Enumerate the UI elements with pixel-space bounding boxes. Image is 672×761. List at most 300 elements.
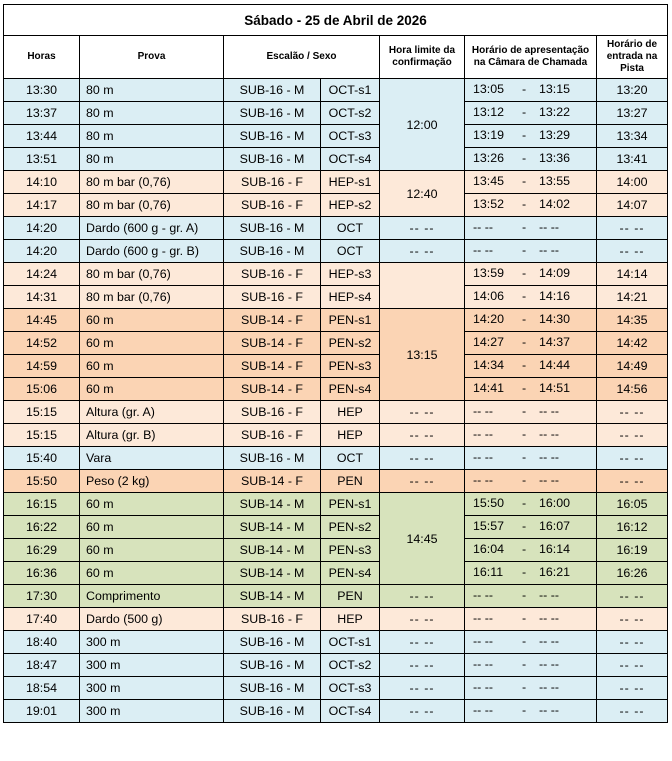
apresentacao-end: -- -- (539, 634, 559, 648)
table-row (4, 79, 668, 102)
time-separator: - (522, 128, 527, 142)
apresentacao-start: -- -- (473, 680, 493, 694)
apresentacao-start: -- -- (473, 588, 493, 602)
apresentacao-start: 13:59 (473, 266, 505, 280)
apresentacao-end: 13:36 (539, 151, 571, 165)
hora-limite-cell: 12:00 (380, 79, 465, 171)
hora-cell: 16:36 (4, 562, 80, 585)
grupo-cell: HEP-s1 (321, 171, 380, 194)
escalao-cell: SUB-14 - M (224, 562, 321, 585)
escalao-cell: SUB-16 - M (224, 125, 321, 148)
escalao-cell: SUB-16 - M (224, 148, 321, 171)
table-row (4, 148, 668, 171)
apresentacao-start: 16:11 (473, 565, 504, 579)
hora-cell: 19:01 (4, 700, 80, 723)
escalao-cell: SUB-14 - M (224, 539, 321, 562)
time-separator: - (522, 266, 527, 280)
grupo-cell: PEN-s1 (321, 493, 380, 516)
time-separator: - (522, 358, 527, 372)
escalao-cell: SUB-16 - F (224, 171, 321, 194)
hora-cell: 18:40 (4, 631, 80, 654)
time-separator: - (522, 496, 527, 510)
time-separator: - (522, 611, 527, 625)
prova-cell: Vara (80, 447, 224, 470)
grupo-cell: HEP (321, 401, 380, 424)
apresentacao-end: -- -- (539, 450, 559, 464)
hora-limite-cell: -- -- (380, 677, 465, 700)
hora-cell: 15:15 (4, 424, 80, 447)
apresentacao-start: 14:41 (473, 381, 505, 395)
table-row (4, 539, 668, 562)
apresentacao-cell (465, 240, 597, 263)
time-separator: - (522, 542, 527, 556)
grupo-cell: OCT (321, 240, 380, 263)
hora-cell: 17:30 (4, 585, 80, 608)
grupo-cell: PEN-s3 (321, 539, 380, 562)
entrada-cell: 13:34 (597, 125, 668, 148)
header-row (4, 36, 668, 79)
apresentacao-end: -- -- (539, 243, 559, 257)
apresentacao-start: 14:20 (473, 312, 505, 326)
apresentacao-cell (465, 263, 597, 286)
grupo-cell: PEN-s2 (321, 516, 380, 539)
time-separator: - (522, 680, 527, 694)
escalao-cell: SUB-14 - F (224, 332, 321, 355)
grupo-cell: PEN (321, 470, 380, 493)
escalao-cell: SUB-16 - M (224, 654, 321, 677)
hora-cell: 16:15 (4, 493, 80, 516)
hora-cell: 14:17 (4, 194, 80, 217)
grupo-cell: HEP (321, 608, 380, 631)
entrada-cell: -- -- (597, 447, 668, 470)
hora-limite-cell: -- -- (380, 240, 465, 263)
apresentacao-end: -- -- (539, 680, 559, 694)
time-separator: - (522, 82, 527, 96)
prova-cell: 80 m bar (0,76) (80, 286, 224, 309)
escalao-cell: SUB-14 - F (224, 309, 321, 332)
apresentacao-end: 13:29 (539, 128, 571, 142)
escalao-cell: SUB-16 - F (224, 424, 321, 447)
escalao-cell: SUB-16 - M (224, 217, 321, 240)
apresentacao-cell (465, 148, 597, 171)
apresentacao-end: 16:07 (539, 519, 571, 533)
apresentacao-start: 13:26 (473, 151, 505, 165)
table-row (4, 562, 668, 585)
apresentacao-end: 14:30 (539, 312, 571, 326)
hora-cell: 14:24 (4, 263, 80, 286)
escalao-cell: SUB-16 - M (224, 240, 321, 263)
apresentacao-end: 16:00 (539, 496, 571, 510)
prova-cell: 80 m (80, 148, 224, 171)
apresentacao-end: 14:44 (539, 358, 571, 372)
apresentacao-cell (465, 79, 597, 102)
entrada-cell: -- -- (597, 677, 668, 700)
apresentacao-cell (465, 493, 597, 516)
apresentacao-start: 13:19 (473, 128, 505, 142)
grupo-cell: OCT-s1 (321, 631, 380, 654)
table-row (4, 470, 668, 493)
time-separator: - (522, 381, 527, 395)
table-row (4, 401, 668, 424)
time-separator: - (522, 289, 527, 303)
prova-cell: 80 m bar (0,76) (80, 263, 224, 286)
prova-cell: 60 m (80, 355, 224, 378)
apresentacao-start: -- -- (473, 473, 493, 487)
grupo-cell: OCT-s1 (321, 79, 380, 102)
table-row (4, 355, 668, 378)
apresentacao-end: 13:22 (539, 105, 571, 119)
entrada-cell: -- -- (597, 470, 668, 493)
table-row (4, 194, 668, 217)
hora-cell: 13:30 (4, 79, 80, 102)
time-separator: - (522, 174, 527, 188)
table-row (4, 263, 668, 286)
time-separator: - (522, 519, 527, 533)
entrada-cell: -- -- (597, 631, 668, 654)
escalao-cell: SUB-14 - F (224, 355, 321, 378)
escalao-cell: SUB-14 - M (224, 493, 321, 516)
apresentacao-cell (465, 171, 597, 194)
apresentacao-start: 13:12 (473, 105, 505, 119)
table-row (4, 516, 668, 539)
hora-limite-cell: -- -- (380, 585, 465, 608)
prova-cell: 300 m (80, 700, 224, 723)
time-separator: - (522, 312, 527, 326)
prova-cell: Altura (gr. A) (80, 401, 224, 424)
escalao-cell: SUB-16 - M (224, 447, 321, 470)
prova-cell: 60 m (80, 516, 224, 539)
hora-limite-cell: -- -- (380, 700, 465, 723)
time-separator: - (522, 105, 527, 119)
col-header-prova: Prova (80, 36, 224, 79)
apresentacao-cell (465, 516, 597, 539)
apresentacao-end: 13:15 (539, 82, 571, 96)
table-row (4, 171, 668, 194)
entrada-cell: 16:19 (597, 539, 668, 562)
entrada-cell: 14:49 (597, 355, 668, 378)
escalao-cell: SUB-16 - M (224, 700, 321, 723)
hora-limite-cell: 12:40 (380, 171, 465, 217)
col-header-horas: Horas (4, 36, 80, 79)
apresentacao-start: 15:50 (473, 496, 505, 510)
prova-cell: 60 m (80, 493, 224, 516)
hora-cell: 14:20 (4, 217, 80, 240)
prova-cell: 300 m (80, 654, 224, 677)
apresentacao-cell (465, 677, 597, 700)
hora-limite-cell: 13:15 (380, 309, 465, 401)
grupo-cell: HEP-s3 (321, 263, 380, 286)
entrada-cell: -- -- (597, 608, 668, 631)
apresentacao-cell (465, 470, 597, 493)
apresentacao-cell (465, 217, 597, 240)
time-separator: - (522, 588, 527, 602)
apresentacao-end: -- -- (539, 220, 559, 234)
table-row (4, 332, 668, 355)
hora-limite-cell: -- -- (380, 401, 465, 424)
hora-limite-cell: -- -- (380, 654, 465, 677)
prova-cell: 60 m (80, 378, 224, 401)
apresentacao-start: -- -- (473, 657, 493, 671)
col-header-apresentacao: Horário de apresentação na Câmara de Chamada (465, 36, 597, 79)
escalao-cell: SUB-14 - M (224, 585, 321, 608)
hora-cell: 15:40 (4, 447, 80, 470)
apresentacao-start: -- -- (473, 404, 493, 418)
grupo-cell: OCT-s4 (321, 700, 380, 723)
escalao-cell: SUB-16 - F (224, 263, 321, 286)
grupo-cell: OCT-s4 (321, 148, 380, 171)
apresentacao-start: -- -- (473, 220, 493, 234)
apresentacao-end: 16:14 (539, 542, 571, 556)
table-row (4, 286, 668, 309)
table-row (4, 447, 668, 470)
entrada-cell: 14:07 (597, 194, 668, 217)
apresentacao-end: -- -- (539, 703, 559, 717)
entrada-cell: 16:12 (597, 516, 668, 539)
hora-cell: 15:06 (4, 378, 80, 401)
hora-limite-cell: -- -- (380, 470, 465, 493)
hora-cell: 16:29 (4, 539, 80, 562)
escalao-cell: SUB-16 - F (224, 401, 321, 424)
prova-cell: 60 m (80, 332, 224, 355)
apresentacao-cell (465, 401, 597, 424)
schedule-table (3, 4, 668, 723)
prova-cell: Altura (gr. B) (80, 424, 224, 447)
entrada-cell: -- -- (597, 401, 668, 424)
time-separator: - (522, 243, 527, 257)
apresentacao-end: -- -- (539, 657, 559, 671)
entrada-cell: 14:14 (597, 263, 668, 286)
escalao-cell: SUB-16 - M (224, 631, 321, 654)
apresentacao-end: 13:55 (539, 174, 571, 188)
apresentacao-end: -- -- (539, 404, 559, 418)
table-row (4, 378, 668, 401)
table-row (4, 631, 668, 654)
time-separator: - (522, 427, 527, 441)
escalao-cell: SUB-14 - M (224, 516, 321, 539)
entrada-cell: 14:42 (597, 332, 668, 355)
escalao-cell: SUB-14 - F (224, 378, 321, 401)
time-separator: - (522, 197, 527, 211)
apresentacao-cell (465, 378, 597, 401)
grupo-cell: OCT (321, 217, 380, 240)
hora-cell: 14:10 (4, 171, 80, 194)
hora-limite-cell (380, 263, 465, 309)
prova-cell: 60 m (80, 309, 224, 332)
apresentacao-end: 16:21 (539, 565, 571, 579)
hora-limite-cell: -- -- (380, 608, 465, 631)
escalao-cell: SUB-16 - F (224, 608, 321, 631)
entrada-cell: 16:26 (597, 562, 668, 585)
table-row (4, 217, 668, 240)
entrada-cell: -- -- (597, 585, 668, 608)
prova-cell: Dardo (600 g - gr. A) (80, 217, 224, 240)
apresentacao-start: 13:52 (473, 197, 505, 211)
apresentacao-start: -- -- (473, 611, 493, 625)
hora-cell: 14:52 (4, 332, 80, 355)
grupo-cell: OCT-s2 (321, 654, 380, 677)
hora-cell: 16:22 (4, 516, 80, 539)
hora-cell: 14:59 (4, 355, 80, 378)
hora-cell: 17:40 (4, 608, 80, 631)
entrada-cell: 14:35 (597, 309, 668, 332)
entrada-cell: -- -- (597, 700, 668, 723)
prova-cell: Comprimento (80, 585, 224, 608)
hora-cell: 13:44 (4, 125, 80, 148)
table-row (4, 608, 668, 631)
schedule-body (4, 79, 668, 723)
apresentacao-cell (465, 608, 597, 631)
entrada-cell: -- -- (597, 654, 668, 677)
apresentacao-cell (465, 309, 597, 332)
prova-cell: 80 m bar (0,76) (80, 171, 224, 194)
escalao-cell: SUB-16 - M (224, 677, 321, 700)
grupo-cell: PEN-s4 (321, 378, 380, 401)
escalao-cell: SUB-16 - F (224, 194, 321, 217)
apresentacao-cell (465, 654, 597, 677)
col-header-entrada: Horário de entrada na Pista (597, 36, 668, 79)
apresentacao-end: 14:16 (539, 289, 571, 303)
hora-cell: 18:54 (4, 677, 80, 700)
prova-cell: Dardo (600 g - gr. B) (80, 240, 224, 263)
table-row (4, 700, 668, 723)
apresentacao-start: 14:34 (473, 358, 505, 372)
hora-cell: 15:15 (4, 401, 80, 424)
prova-cell: 300 m (80, 677, 224, 700)
apresentacao-cell (465, 194, 597, 217)
hora-cell: 18:47 (4, 654, 80, 677)
prova-cell: 80 m (80, 79, 224, 102)
grupo-cell: PEN (321, 585, 380, 608)
time-separator: - (522, 335, 527, 349)
apresentacao-end: 14:09 (539, 266, 571, 280)
hora-limite-cell: -- -- (380, 631, 465, 654)
table-row (4, 654, 668, 677)
hora-limite-cell: -- -- (380, 424, 465, 447)
time-separator: - (522, 565, 527, 579)
apresentacao-start: 16:04 (473, 542, 505, 556)
prova-cell: 60 m (80, 562, 224, 585)
hora-cell: 13:51 (4, 148, 80, 171)
hora-cell: 14:45 (4, 309, 80, 332)
time-separator: - (522, 220, 527, 234)
grupo-cell: PEN-s2 (321, 332, 380, 355)
prova-cell: 80 m bar (0,76) (80, 194, 224, 217)
table-row (4, 125, 668, 148)
entrada-cell: -- -- (597, 424, 668, 447)
escalao-cell: SUB-16 - M (224, 102, 321, 125)
escalao-cell: SUB-16 - F (224, 286, 321, 309)
apresentacao-end: 14:51 (539, 381, 571, 395)
grupo-cell: OCT-s3 (321, 677, 380, 700)
apresentacao-end: 14:02 (539, 197, 571, 211)
apresentacao-start: 14:06 (473, 289, 505, 303)
entrada-cell: -- -- (597, 240, 668, 263)
prova-cell: Peso (2 kg) (80, 470, 224, 493)
table-row (4, 424, 668, 447)
apresentacao-cell (465, 355, 597, 378)
apresentacao-end: 14:37 (539, 335, 571, 349)
title-row (4, 5, 668, 36)
apresentacao-cell (465, 631, 597, 654)
page-title: Sábado - 25 de Abril de 2026 (4, 5, 668, 36)
hora-limite-cell: 14:45 (380, 493, 465, 585)
apresentacao-start: 14:27 (473, 335, 505, 349)
entrada-cell: -- -- (597, 217, 668, 240)
hora-cell: 15:50 (4, 470, 80, 493)
apresentacao-cell (465, 125, 597, 148)
table-row (4, 677, 668, 700)
time-separator: - (522, 703, 527, 717)
apresentacao-cell (465, 562, 597, 585)
prova-cell: 80 m (80, 125, 224, 148)
table-row (4, 585, 668, 608)
grupo-cell: HEP (321, 424, 380, 447)
apresentacao-cell (465, 447, 597, 470)
apresentacao-end: -- -- (539, 611, 559, 625)
table-row (4, 240, 668, 263)
time-separator: - (522, 634, 527, 648)
entrada-cell: 16:05 (597, 493, 668, 516)
hora-limite-cell: -- -- (380, 217, 465, 240)
apresentacao-start: -- -- (473, 450, 493, 464)
hora-cell: 14:31 (4, 286, 80, 309)
apresentacao-cell (465, 585, 597, 608)
apresentacao-cell (465, 539, 597, 562)
col-header-escalao: Escalão / Sexo (224, 36, 380, 79)
prova-cell: 80 m (80, 102, 224, 125)
apresentacao-end: -- -- (539, 588, 559, 602)
apresentacao-cell (465, 102, 597, 125)
grupo-cell: PEN-s4 (321, 562, 380, 585)
time-separator: - (522, 450, 527, 464)
prova-cell: 300 m (80, 631, 224, 654)
grupo-cell: OCT-s3 (321, 125, 380, 148)
apresentacao-cell (465, 286, 597, 309)
prova-cell: 60 m (80, 539, 224, 562)
entrada-cell: 14:56 (597, 378, 668, 401)
time-separator: - (522, 657, 527, 671)
time-separator: - (522, 404, 527, 418)
apresentacao-start: 15:57 (473, 519, 505, 533)
table-row (4, 493, 668, 516)
grupo-cell: OCT-s2 (321, 102, 380, 125)
apresentacao-start: 13:45 (473, 174, 505, 188)
hora-cell: 13:37 (4, 102, 80, 125)
apresentacao-cell (465, 332, 597, 355)
apresentacao-start: -- -- (473, 634, 493, 648)
time-separator: - (522, 151, 527, 165)
apresentacao-end: -- -- (539, 473, 559, 487)
grupo-cell: PEN-s3 (321, 355, 380, 378)
entrada-cell: 13:20 (597, 79, 668, 102)
prova-cell: Dardo (500 g) (80, 608, 224, 631)
hora-cell: 14:20 (4, 240, 80, 263)
entrada-cell: 13:27 (597, 102, 668, 125)
grupo-cell: HEP-s2 (321, 194, 380, 217)
grupo-cell: PEN-s1 (321, 309, 380, 332)
table-row (4, 102, 668, 125)
col-header-hora-limite: Hora limite da confirmação (380, 36, 465, 79)
apresentacao-start: 13:05 (473, 82, 505, 96)
hora-limite-cell: -- -- (380, 447, 465, 470)
apresentacao-cell (465, 424, 597, 447)
apresentacao-start: -- -- (473, 427, 493, 441)
time-separator: - (522, 473, 527, 487)
apresentacao-start: -- -- (473, 243, 493, 257)
escalao-cell: SUB-14 - F (224, 470, 321, 493)
apresentacao-cell (465, 700, 597, 723)
table-row (4, 309, 668, 332)
